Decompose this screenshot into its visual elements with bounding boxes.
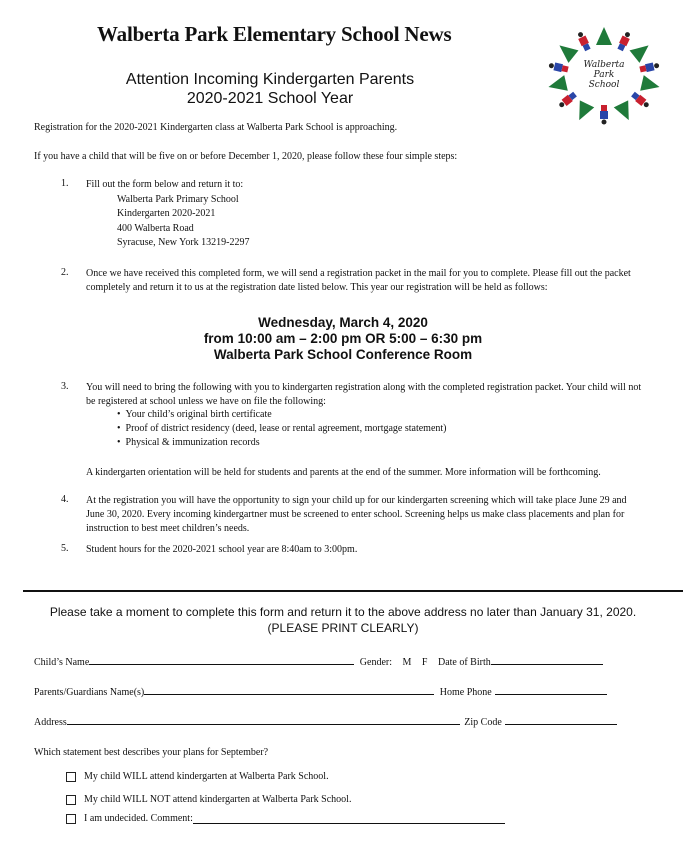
required-documents-list (117, 408, 447, 450)
logo-text-line3: School (588, 80, 620, 90)
form-print-clearly: (PLEASE PRINT CLEARLY) (267, 621, 419, 635)
option-will-attend (66, 771, 329, 782)
address-line-4: Syracuse, New York 13219-2297 (117, 237, 250, 248)
logo-wreath-icon (540, 24, 668, 128)
intro-line-2: If you have a child that will be five on or before December 1, 2020, please follow these four simple steps: (34, 151, 458, 162)
home-phone-label: Home Phone (439, 687, 492, 698)
list-item: • Your child’s original birth certificate (117, 408, 447, 422)
address-line-1: Walberta Park Primary School (117, 194, 239, 205)
child-info-row (34, 654, 603, 668)
logo-tree-icon (596, 27, 612, 45)
address-line-3: 400 Walberta Road (117, 223, 194, 234)
option-will-not-attend (66, 794, 351, 805)
address-line-2: Kindergarten 2020-2021 (117, 208, 216, 219)
option-will-not-attend-label: My child WILL NOT attend kindergarten at Walberta Park School. (84, 794, 352, 805)
logo-text-line1: Walberta (583, 60, 625, 70)
logo-child-icon (576, 31, 592, 52)
event-place: Walberta Park School Conference Room (213, 347, 473, 362)
zip-field[interactable] (505, 714, 617, 725)
newsletter-title: Walberta Park Elementary School News (97, 22, 452, 46)
intro-line-1: Registration for the 2020-2021 Kindergarten class at Walberta Park School is approaching. (34, 122, 398, 133)
list-item: • Physical & immunization records (117, 436, 447, 450)
gender-f-option[interactable]: F (421, 657, 428, 668)
checkbox-will-attend[interactable] (66, 772, 76, 782)
plans-question: Which statement best describes your plans for September? (34, 747, 269, 758)
step-5-text: Student hours for the 2020-2021 school year are 8:40am to 3:00pm. (86, 544, 358, 555)
checkbox-undecided[interactable] (66, 814, 76, 824)
comment-field[interactable] (193, 813, 505, 824)
option-undecided (66, 813, 505, 824)
step-4-number: 4. (61, 494, 69, 505)
logo-child-icon (548, 61, 569, 73)
logo-tree-icon (547, 75, 568, 95)
school-logo (540, 24, 668, 128)
step-4-text: At the registration you will have the opportunity to sign your child up for our kindergarten screening which will take place June 29 and June 30, 2020. Every incoming kindergartner must be screened to enter school. Screening helps us make class placements and plan for instruction to best meet children’s needs. (86, 495, 627, 534)
dob-field[interactable] (491, 654, 603, 665)
step-5-number: 5. (61, 543, 69, 554)
logo-text-line2: Park (593, 70, 615, 80)
logo-child-icon (630, 91, 650, 109)
address-row (34, 714, 617, 728)
step-3-number: 3. (61, 381, 69, 392)
orientation-note: A kindergarten orientation will be held for students and parents at the end of the summer. More information will be forthcoming. (86, 467, 601, 478)
logo-child-icon (557, 91, 577, 109)
address-label: Address (34, 717, 67, 728)
child-name-label: Child’s Name (34, 657, 90, 668)
logo-tree-icon (640, 75, 661, 95)
zip-label: Zip Code (464, 717, 502, 728)
gender-m-option[interactable]: M (402, 657, 412, 668)
home-phone-field[interactable] (495, 684, 607, 695)
logo-tree-icon (630, 39, 654, 63)
event-time: from 10:00 am – 2:00 pm OR 5:00 – 6:30 pm (203, 331, 483, 346)
step-3-text: You will need to bring the following with you to kindergarten registration along with the completed registration packet. Your child will not be registered at school unless we have on file the following: (86, 382, 642, 407)
logo-child-icon (616, 31, 632, 52)
form-instruction: Please take a moment to complete this form and return it to the above address no later than January 31, 2020. (49, 605, 637, 619)
section-divider (23, 590, 683, 592)
subtitle-school-year: 2020-2021 School Year (186, 90, 354, 107)
step-1-number: 1. (61, 178, 69, 189)
logo-tree-icon (572, 100, 594, 123)
step-2-text: Once we have received this completed form, we will send a registration packet in the mail for you to complete. Please fill out the packet completely and return it to us at the registration date listed below. This year our registration will be held as follows: (86, 268, 631, 293)
step-2-number: 2. (61, 267, 69, 278)
option-will-attend-label: My child WILL attend kindergarten at Walberta Park School. (84, 771, 329, 782)
child-name-field[interactable] (89, 654, 354, 665)
step-1-text: Fill out the form below and return it to: (86, 179, 244, 190)
dob-label: Date of Birth (437, 657, 491, 668)
logo-tree-icon (614, 100, 636, 123)
checkbox-will-not-attend[interactable] (66, 795, 76, 805)
address-field[interactable] (67, 714, 460, 725)
logo-child-icon (639, 61, 660, 73)
option-undecided-label: I am undecided. Comment: (84, 813, 193, 824)
parents-label: Parents/Guardians Name(s) (34, 687, 145, 698)
parent-info-row (34, 684, 607, 698)
logo-child-icon (600, 105, 608, 125)
logo-tree-icon (554, 39, 578, 63)
parents-field[interactable] (144, 684, 434, 695)
event-date: Wednesday, March 4, 2020 (258, 315, 428, 330)
subtitle-attention: Attention Incoming Kindergarten Parents (125, 71, 415, 88)
list-item: • Proof of district residency (deed, lease or rental agreement, mortgage statement) (117, 422, 447, 436)
gender-label: Gender: (359, 657, 392, 668)
